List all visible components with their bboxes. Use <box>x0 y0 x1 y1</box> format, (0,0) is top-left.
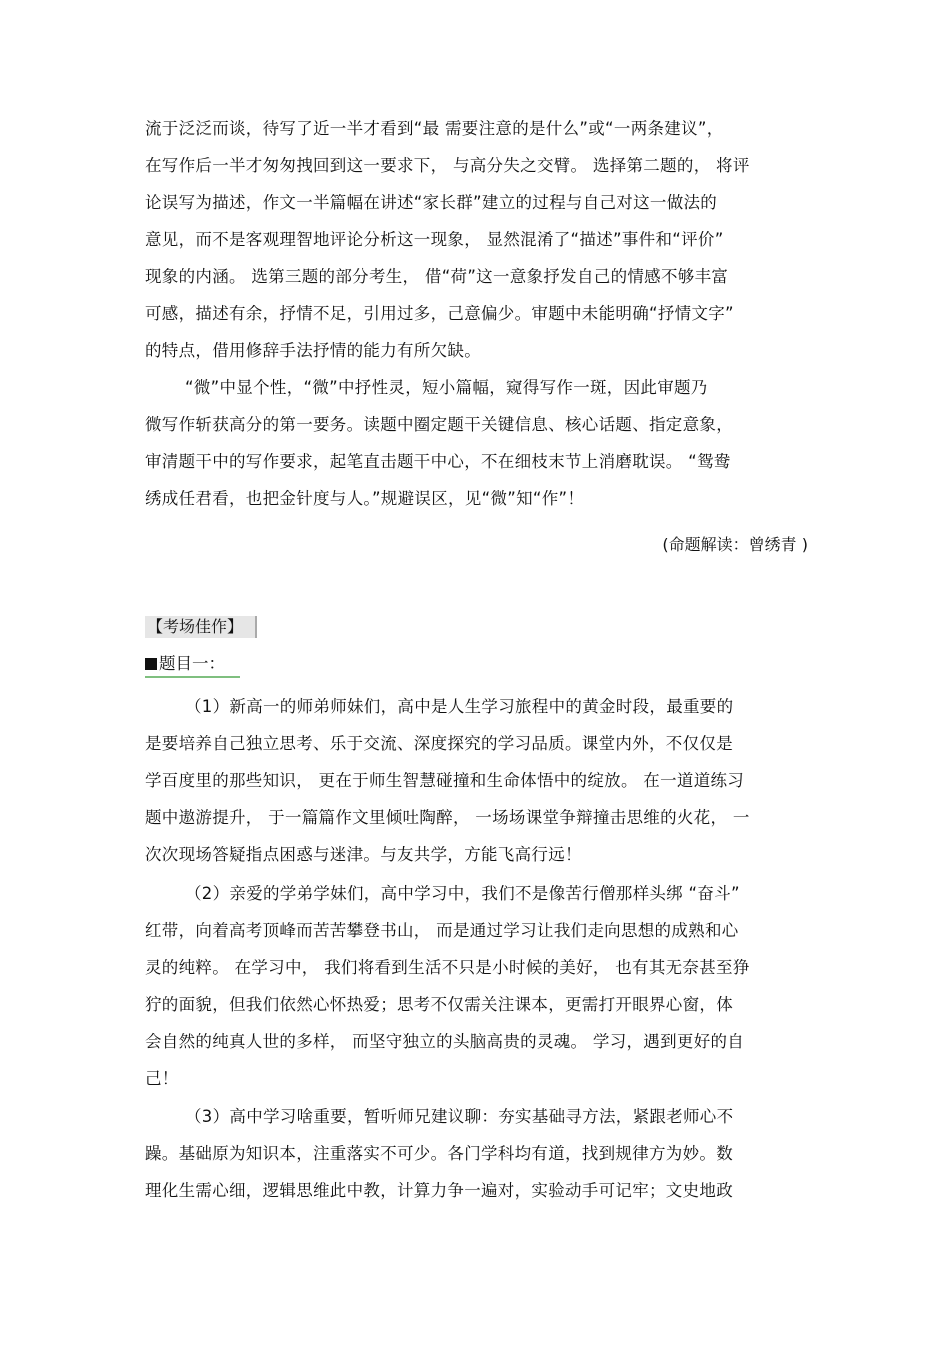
text-line: “微”中显个性，“微”中抒性灵，短小篇幅，窥得写作一斑，因此审题乃 <box>185 378 708 397</box>
text-line: 学百度里的那些知识， 更在于师生智慧碰撞和生命体悟中的绽放。 在一道道练习 <box>145 771 745 790</box>
text-line: 的特点，借用修辞手法抒情的能力有所欠缺。 <box>145 341 481 360</box>
text-line: 绣成任君看，也把金针度与人。”规避误区，见“微”知“作”！ <box>145 489 585 508</box>
text-line: （1）新高一的师弟师妹们，高中是人生学习旅程中的黄金时段，最重要的 <box>185 697 734 716</box>
question-label: 题目一： <box>159 654 225 673</box>
text-line: 是要培养自己独立思考、乐于交流、深度探究的学习品质。课堂内外，不仅仅是 <box>145 734 733 753</box>
text-line: 会自然的纯真人世的多样， 而坚守独立的头脑高贵的灵魂。 学习，遇到更好的自 <box>145 1032 745 1051</box>
text-line: （3）高中学习啥重要，暂听师兄建议聊：夯实基础寻方法，紧跟老师心不 <box>185 1107 734 1126</box>
text-line: 可感，描述有余，抒情不足，引用过多，己意偏少。审题中未能明确“抒情文字” <box>145 304 734 323</box>
text-line: 在写作后一半才匆匆拽回到这一要求下， 与高分失之交臂。 选择第二题的， 将评 <box>145 156 750 175</box>
text-line: 题中遨游提升， 于一篇篇作文里倾吐陶醉， 一场场课堂争辩撞击思维的火花， 一 <box>145 808 750 827</box>
text-line: 理化生需心细，逻辑思维此中教，计算力争一遍对，实验动手可记牢；文史地政 <box>145 1181 733 1200</box>
text-line: 论误写为描述，作文一半篇幅在讲述“家长群”建立的过程与自己对这一做法的 <box>145 193 718 212</box>
attribution: (命题解读：曾绣青 ) <box>662 535 808 554</box>
text-line: 现象的内涵。 选第三题的部分考生， 借“荷”这一意象抒发自己的情感不够丰富 <box>145 267 729 286</box>
text-line: 意见，而不是客观理智地评论分析这一现象， 显然混淆了“描述”事件和“评价” <box>145 230 724 249</box>
text-line: （2）亲爱的学弟学妹们，高中学习中，我们不是像苦行僧那样头绑 “奋斗” <box>185 884 740 903</box>
text-line: 己！ <box>145 1069 179 1088</box>
heading-underline <box>145 676 240 678</box>
text-line: 狞的面貌，但我们依然心怀热爱；思考不仅需关注课本，更需打开眼界心窗，体 <box>145 995 733 1014</box>
text-line: 红带，向着高考顶峰而苦苦攀登书山， 而是通过学习让我们走向思想的成熟和心 <box>145 921 739 940</box>
text-line: 微写作斩获高分的第一要务。读题中圈定题干关键信息、核心话题、指定意象， <box>145 415 733 434</box>
text-line: 流于泛泛而谈，待写了近一半才看到“最 需要注意的是什么”或“一两条建议”， <box>145 119 724 138</box>
section-tag: 【考场佳作】 <box>145 616 257 638</box>
text-line: 躁。基础原为知识本，注重落实不可少。各门学科均有道，找到规律方为妙。数 <box>145 1144 733 1163</box>
text-line: 灵的纯粹。 在学习中， 我们将看到生活不只是小时候的美好， 也有其无奈甚至狰 <box>145 958 750 977</box>
question-heading <box>145 653 225 675</box>
square-bullet-icon <box>145 658 157 670</box>
text-line: 次次现场答疑指点困惑与迷津。与友共学，方能飞高行远！ <box>145 845 582 864</box>
text-line: 审清题干中的写作要求，起笔直击题干中心，不在细枝末节上消磨耽误。 “鸳鸯 <box>145 452 731 471</box>
